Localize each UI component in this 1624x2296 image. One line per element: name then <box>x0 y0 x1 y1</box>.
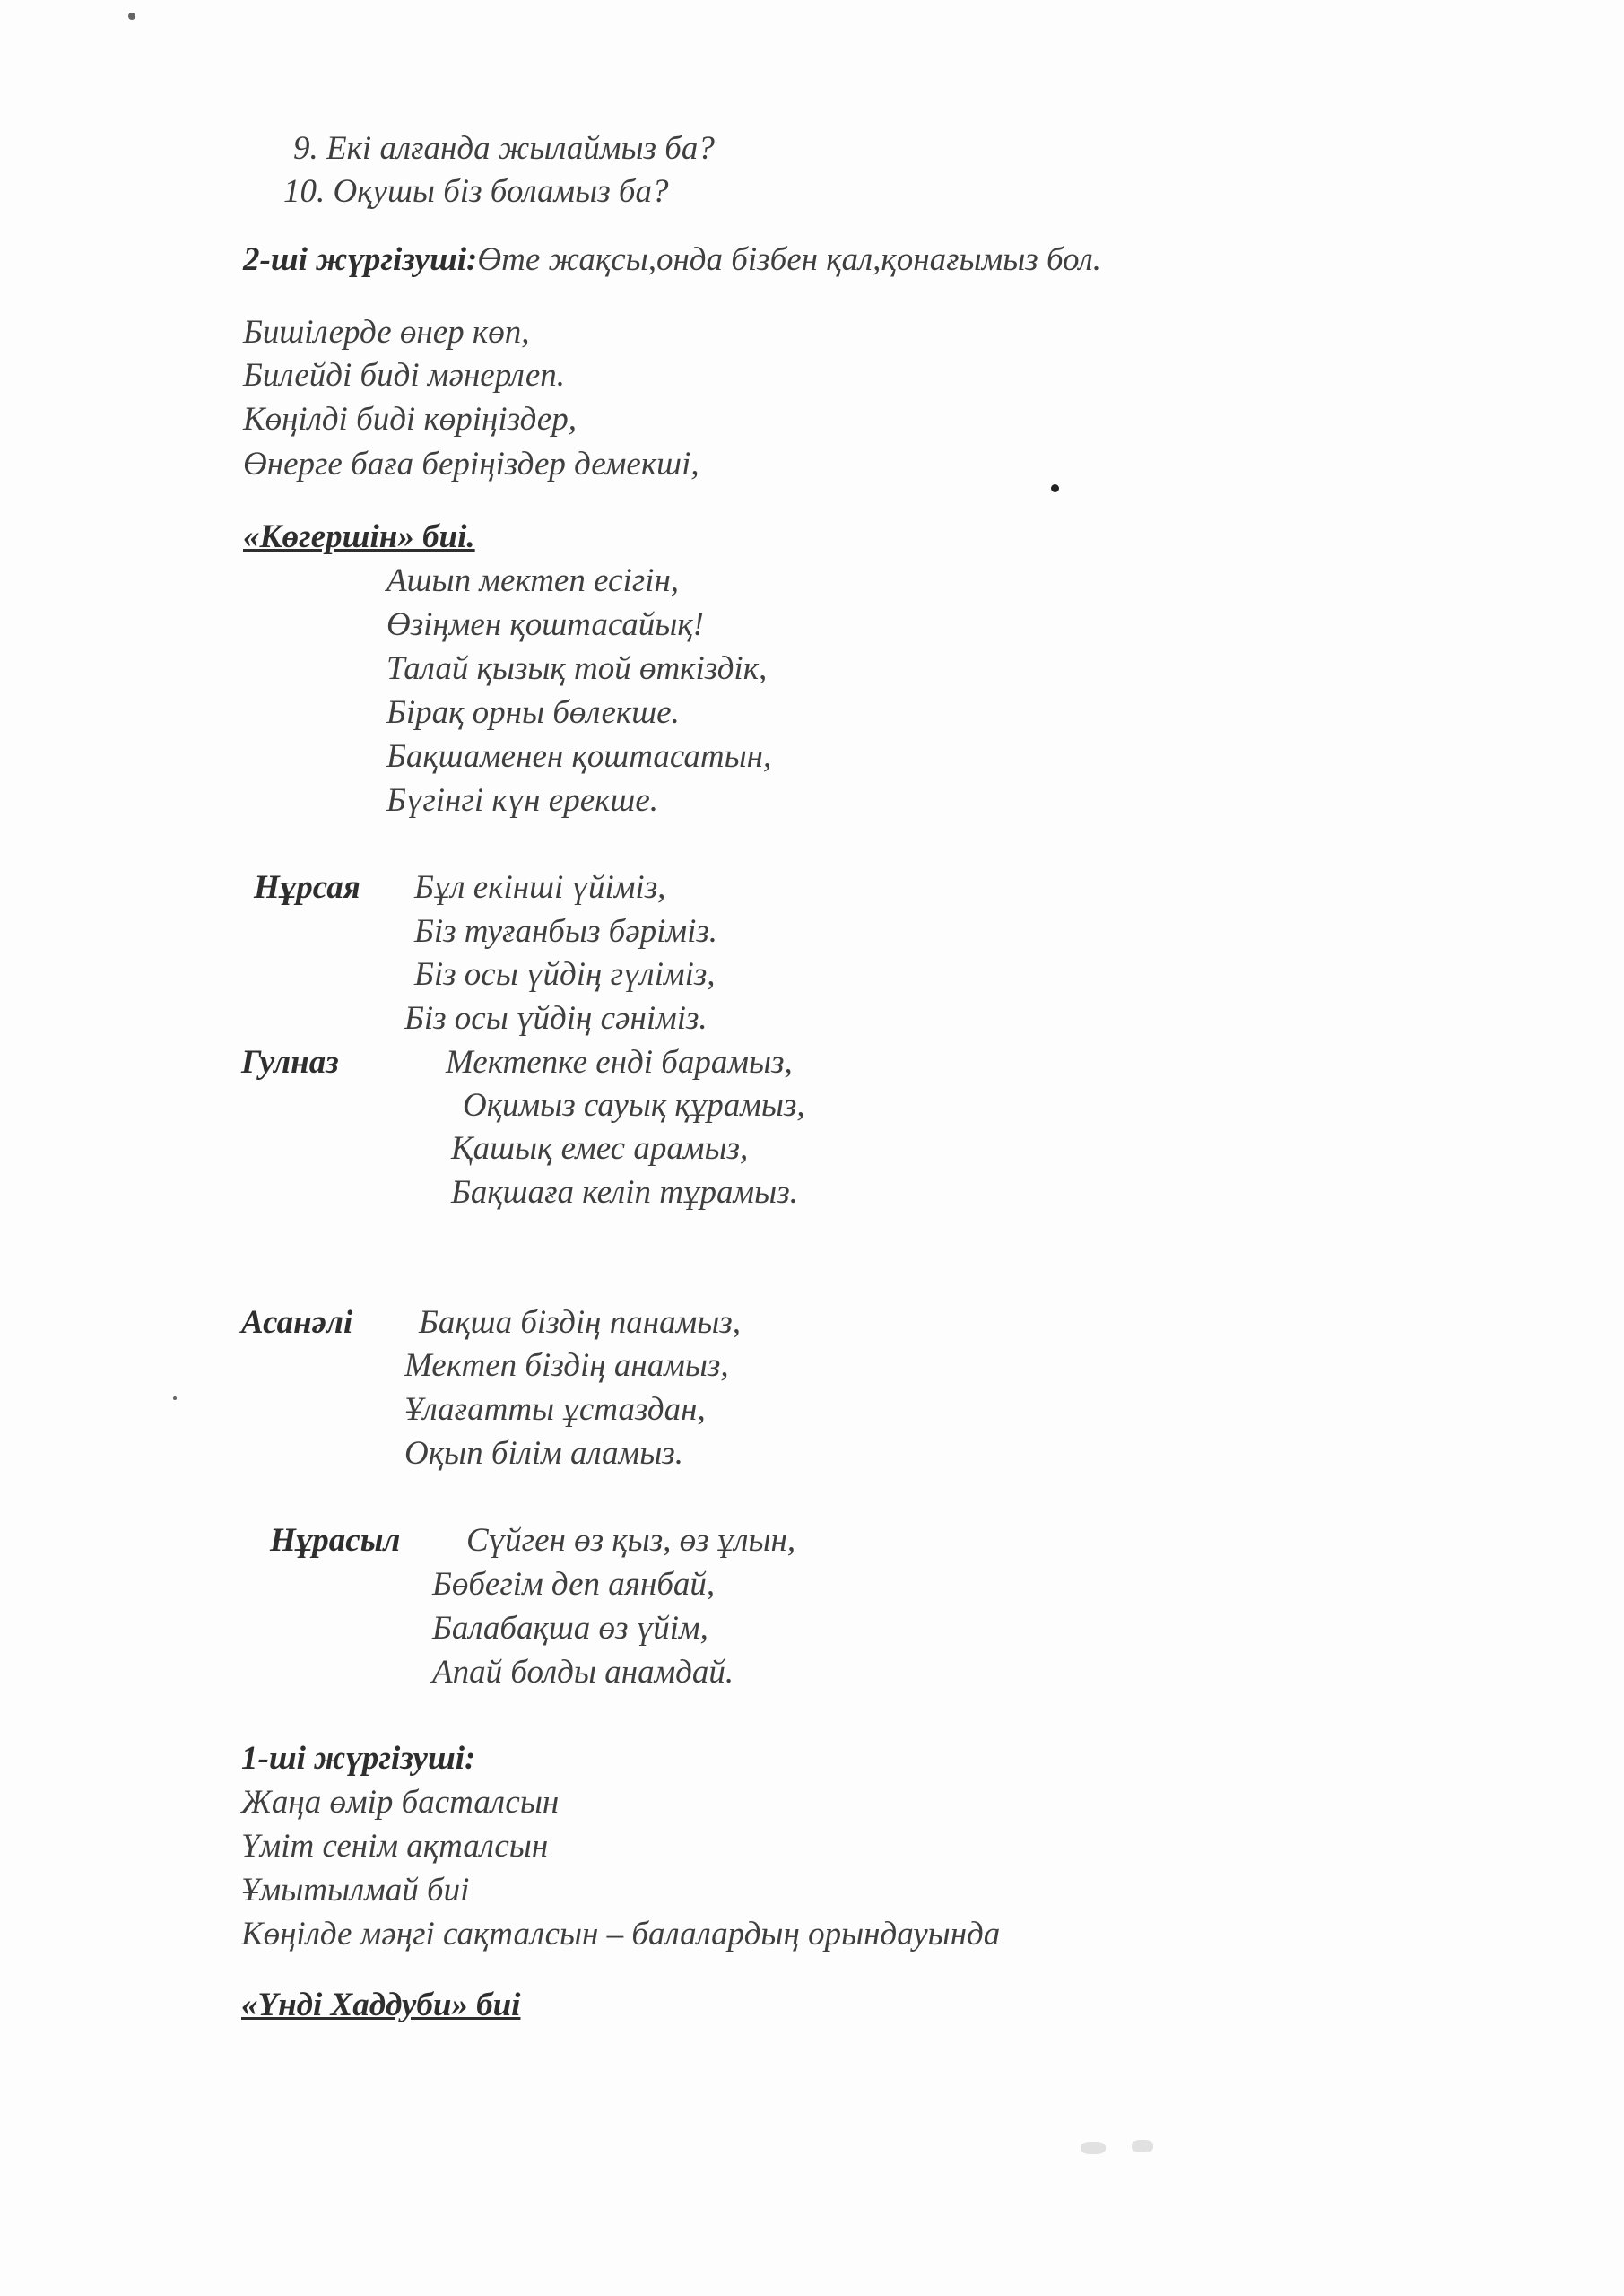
dance1-title: «Көгершін» биі. <box>243 518 475 555</box>
speaker-name: Нұрсая <box>254 869 360 906</box>
dance1-line: Өзіңмен қоштасайық! <box>386 606 704 643</box>
verse-line: Бақшаға келіп тұрамыз. <box>451 1174 798 1211</box>
scan-speck <box>173 1396 177 1400</box>
dance2-title: «Үнді Хаддуби» биі <box>241 1987 521 2023</box>
scan-speck <box>128 13 135 20</box>
verse-line: Біз туғанбыз бәріміз. <box>414 913 718 950</box>
host2-label: 2-ші жүргізуші: <box>243 241 478 278</box>
host2-text: Өте жақсы,онда бізбен қал,қонағымыз бол. <box>477 241 1102 278</box>
dance1-line: Ашып мектеп есігін, <box>386 562 680 599</box>
scan-speck <box>1051 484 1059 492</box>
verse-line: Сүйген өз қыз, өз ұлын, <box>466 1522 796 1559</box>
host1-line: Жаңа өмір басталсын <box>241 1784 560 1821</box>
question-9: 9. Екі алғанда жылаймыз ба? <box>293 130 715 167</box>
speaker-name: Асанәлі <box>241 1304 353 1341</box>
intro-line: Бишілерде өнер көп, <box>243 314 530 351</box>
verse-line: Бөбегім деп аянбай, <box>432 1566 716 1603</box>
dance1-line: Бүгінгі күн ерекше. <box>386 782 659 819</box>
verse-line: Бақша біздің панамыз, <box>419 1304 741 1341</box>
intro-line: Өнерге баға беріңіздер демекші, <box>243 446 699 483</box>
verse-line: Біз осы үйдің сәніміз. <box>404 1000 708 1037</box>
verse-line: Балабақша өз үйім, <box>432 1610 708 1647</box>
verse-line: Ұлағатты ұстаздан, <box>404 1391 706 1428</box>
verse-line: Мектеп біздің анамыз, <box>404 1347 729 1384</box>
host1-label: 1-ші жүргізуші: <box>241 1740 476 1777</box>
speaker-name: Гулназ <box>241 1044 339 1081</box>
scan-smudge <box>1132 2140 1153 2152</box>
dance1-line: Бірақ орны бөлекше. <box>386 694 680 731</box>
host1-line: Ұмытылмай биі <box>241 1872 470 1909</box>
verse-line: Апай болды анамдай. <box>432 1654 734 1691</box>
dance1-line: Бақшаменен қоштасатын, <box>386 738 772 775</box>
speaker-name: Нұрасыл <box>270 1522 401 1559</box>
dance1-line: Талай қызық той өткіздік, <box>386 650 768 687</box>
question-10: 10. Оқушы біз боламыз ба? <box>283 173 669 210</box>
scan-smudge <box>1081 2142 1106 2154</box>
host1-line: Үміт сенім ақталсын <box>241 1828 549 1865</box>
verse-line: Біз осы үйдің гүліміз, <box>414 956 716 993</box>
host1-line: Көңілде мәңгі сақталсын – балалардың орындауында <box>241 1916 1001 1952</box>
verse-line: Оқып білім аламыз. <box>404 1435 683 1472</box>
intro-line: Билейді биді мәнерлеп. <box>243 357 566 394</box>
verse-line: Мектепке енді барамыз, <box>446 1044 793 1081</box>
verse-line: Оқимыз сауық құрамыз, <box>463 1087 805 1124</box>
verse-line: Бұл екінші үйіміз, <box>414 869 666 906</box>
verse-line: Қашық емес арамыз, <box>451 1130 749 1167</box>
host2-line <box>243 240 1101 280</box>
intro-line: Көңілді биді көріңіздер, <box>243 401 577 438</box>
